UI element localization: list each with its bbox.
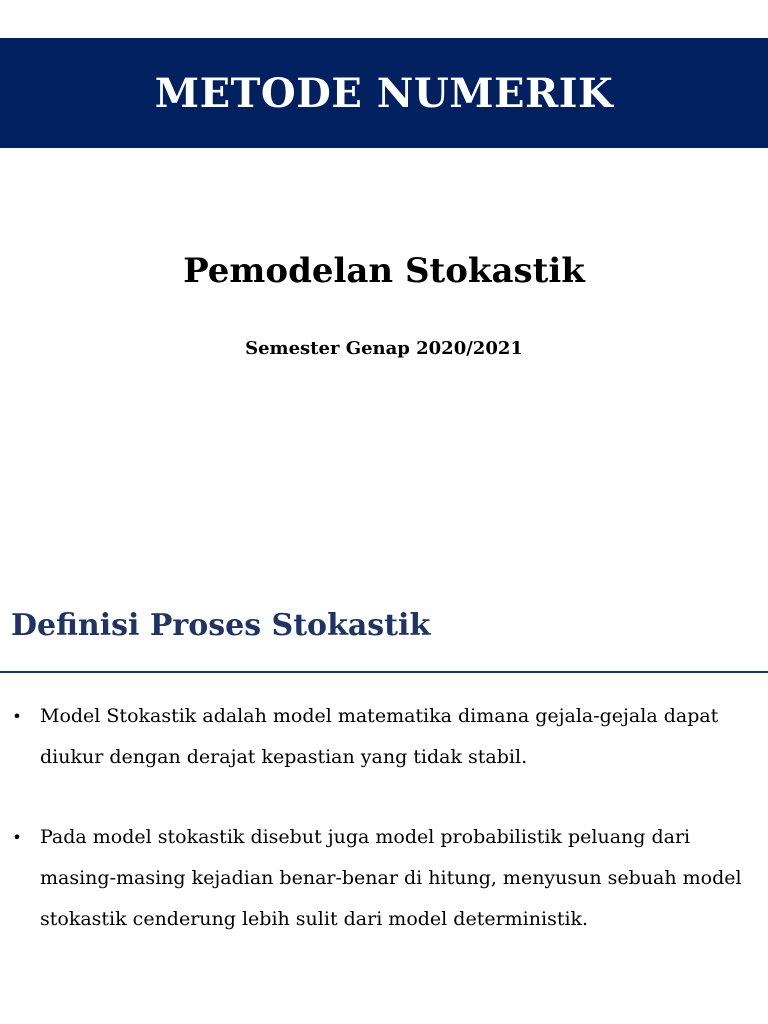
slide-subtitle: Pemodelan Stokastik xyxy=(183,251,585,291)
bullet-text: Model Stokastik adalah model matematika dimana gejala-gejala dapat diukur dengan derajat kepastian yang tidak stabil. xyxy=(40,705,719,768)
slide-heading: Definisi Proses Stokastik xyxy=(11,608,431,643)
bullet-icon: • xyxy=(12,707,22,726)
bullet-item xyxy=(10,817,750,940)
banner-title: METODE NUMERIK xyxy=(154,69,614,117)
title-banner xyxy=(0,38,768,148)
bullet-icon: • xyxy=(12,828,22,847)
semester-label: Semester Genap 2020/2021 xyxy=(245,338,523,359)
heading-divider xyxy=(0,671,768,673)
bullet-item xyxy=(10,696,750,778)
bullet-list xyxy=(10,696,750,979)
bullet-text: Pada model stokastik disebut juga model probabilistik peluang dari masing-masing kejadian benar-benar di hitung, menyusun sebuah model stokastik cenderung lebih sulit dari model deterministik. xyxy=(40,826,742,930)
definition-slide xyxy=(0,512,768,1024)
